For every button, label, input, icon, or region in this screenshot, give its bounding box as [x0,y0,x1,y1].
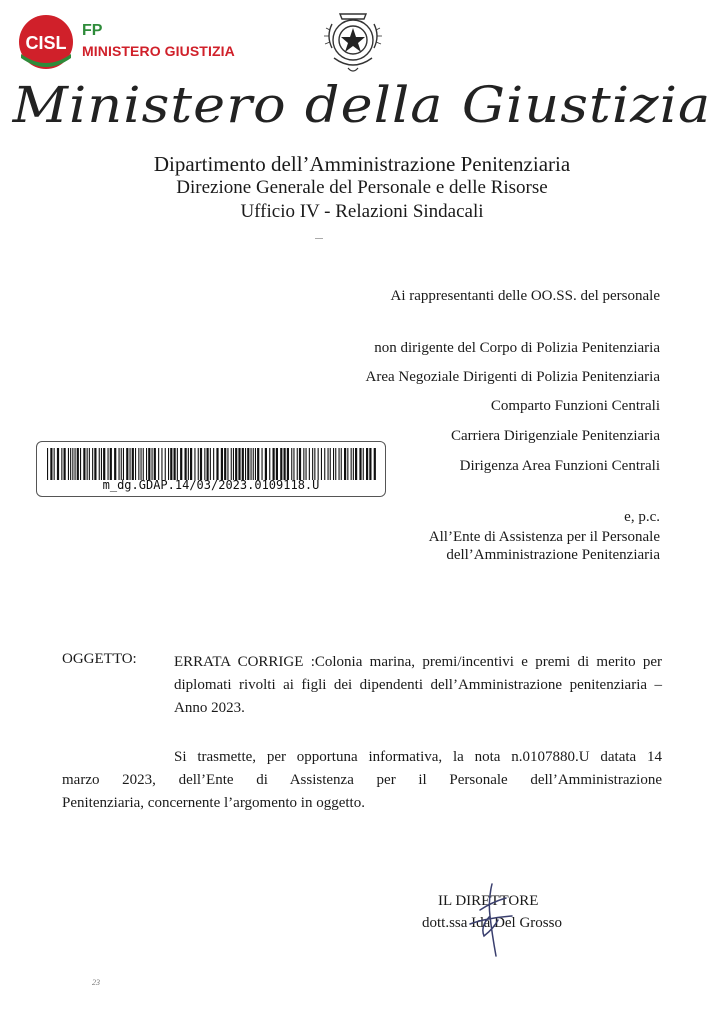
recipient-line: non dirigente del Corpo di Polizia Penitenziaria [374,340,660,356]
page-mark: 23 [92,978,100,987]
italian-emblem-icon [320,6,386,80]
body-line: Si trasmette, per opportuna informativa, la nota n.0107880.U datata 14 [174,749,662,765]
cisl-logo-text: CISL [25,33,67,53]
cc-label: e, p.c. [624,509,660,525]
body-line: marzo 2023, dell’Ente di Assistenza per il Personale dell’Amministrazione [62,772,662,788]
protocol-barcode-stamp [36,441,386,497]
body-paragraph [62,746,662,815]
cisl-ministry-label: MINISTERO GIUSTIZIA [82,43,235,59]
subject-label: OGGETTO: [62,651,137,667]
department-line-2: Direzione Generale del Personale e delle Risorse [176,177,548,198]
recipients-intro: Ai rappresentanti delle OO.SS. del personale [390,288,660,304]
handwritten-signature [440,880,530,960]
cc-line: All’Ente di Assistenza per il Personale [428,529,660,545]
signature-name: dott.ssa Ida Del Grosso [422,915,562,931]
divider [315,238,323,239]
department-line-3: Ufficio IV - Relazioni Sindacali [240,201,484,222]
cisl-logo [14,14,78,70]
recipient-line: Comparto Funzioni Centrali [490,398,660,414]
ministry-title: Ministero della Giustizia [12,76,712,134]
department-line-1: Dipartimento dell’Amministrazione Penitenziaria [153,152,571,176]
recipient-line: Area Negoziale Dirigenti di Polizia Penitenziaria [365,369,660,385]
cc-line: dell’Amministrazione Penitenziaria [446,547,660,563]
body-line: Penitenziaria, concernente l’argomento in oggetto. [62,795,365,811]
recipient-line: Carriera Dirigenziale Penitenziaria [450,428,660,444]
barcode [47,448,377,480]
subject-text: ERRATA CORRIGE :Colonia marina, premi/incentivi e premi di merito per diplomati rivolti ai figli dei dipendenti dell’Amministrazione penitenziaria – Anno 2023. [174,654,662,716]
recipient-line: Dirigenza Area Funzioni Centrali [459,458,660,474]
protocol-number: m_dg.GDAP.14/03/2023.0109118.U [102,478,320,492]
cisl-fp-label: FP [82,22,103,39]
signature-title: IL DIRETTORE [438,893,539,909]
